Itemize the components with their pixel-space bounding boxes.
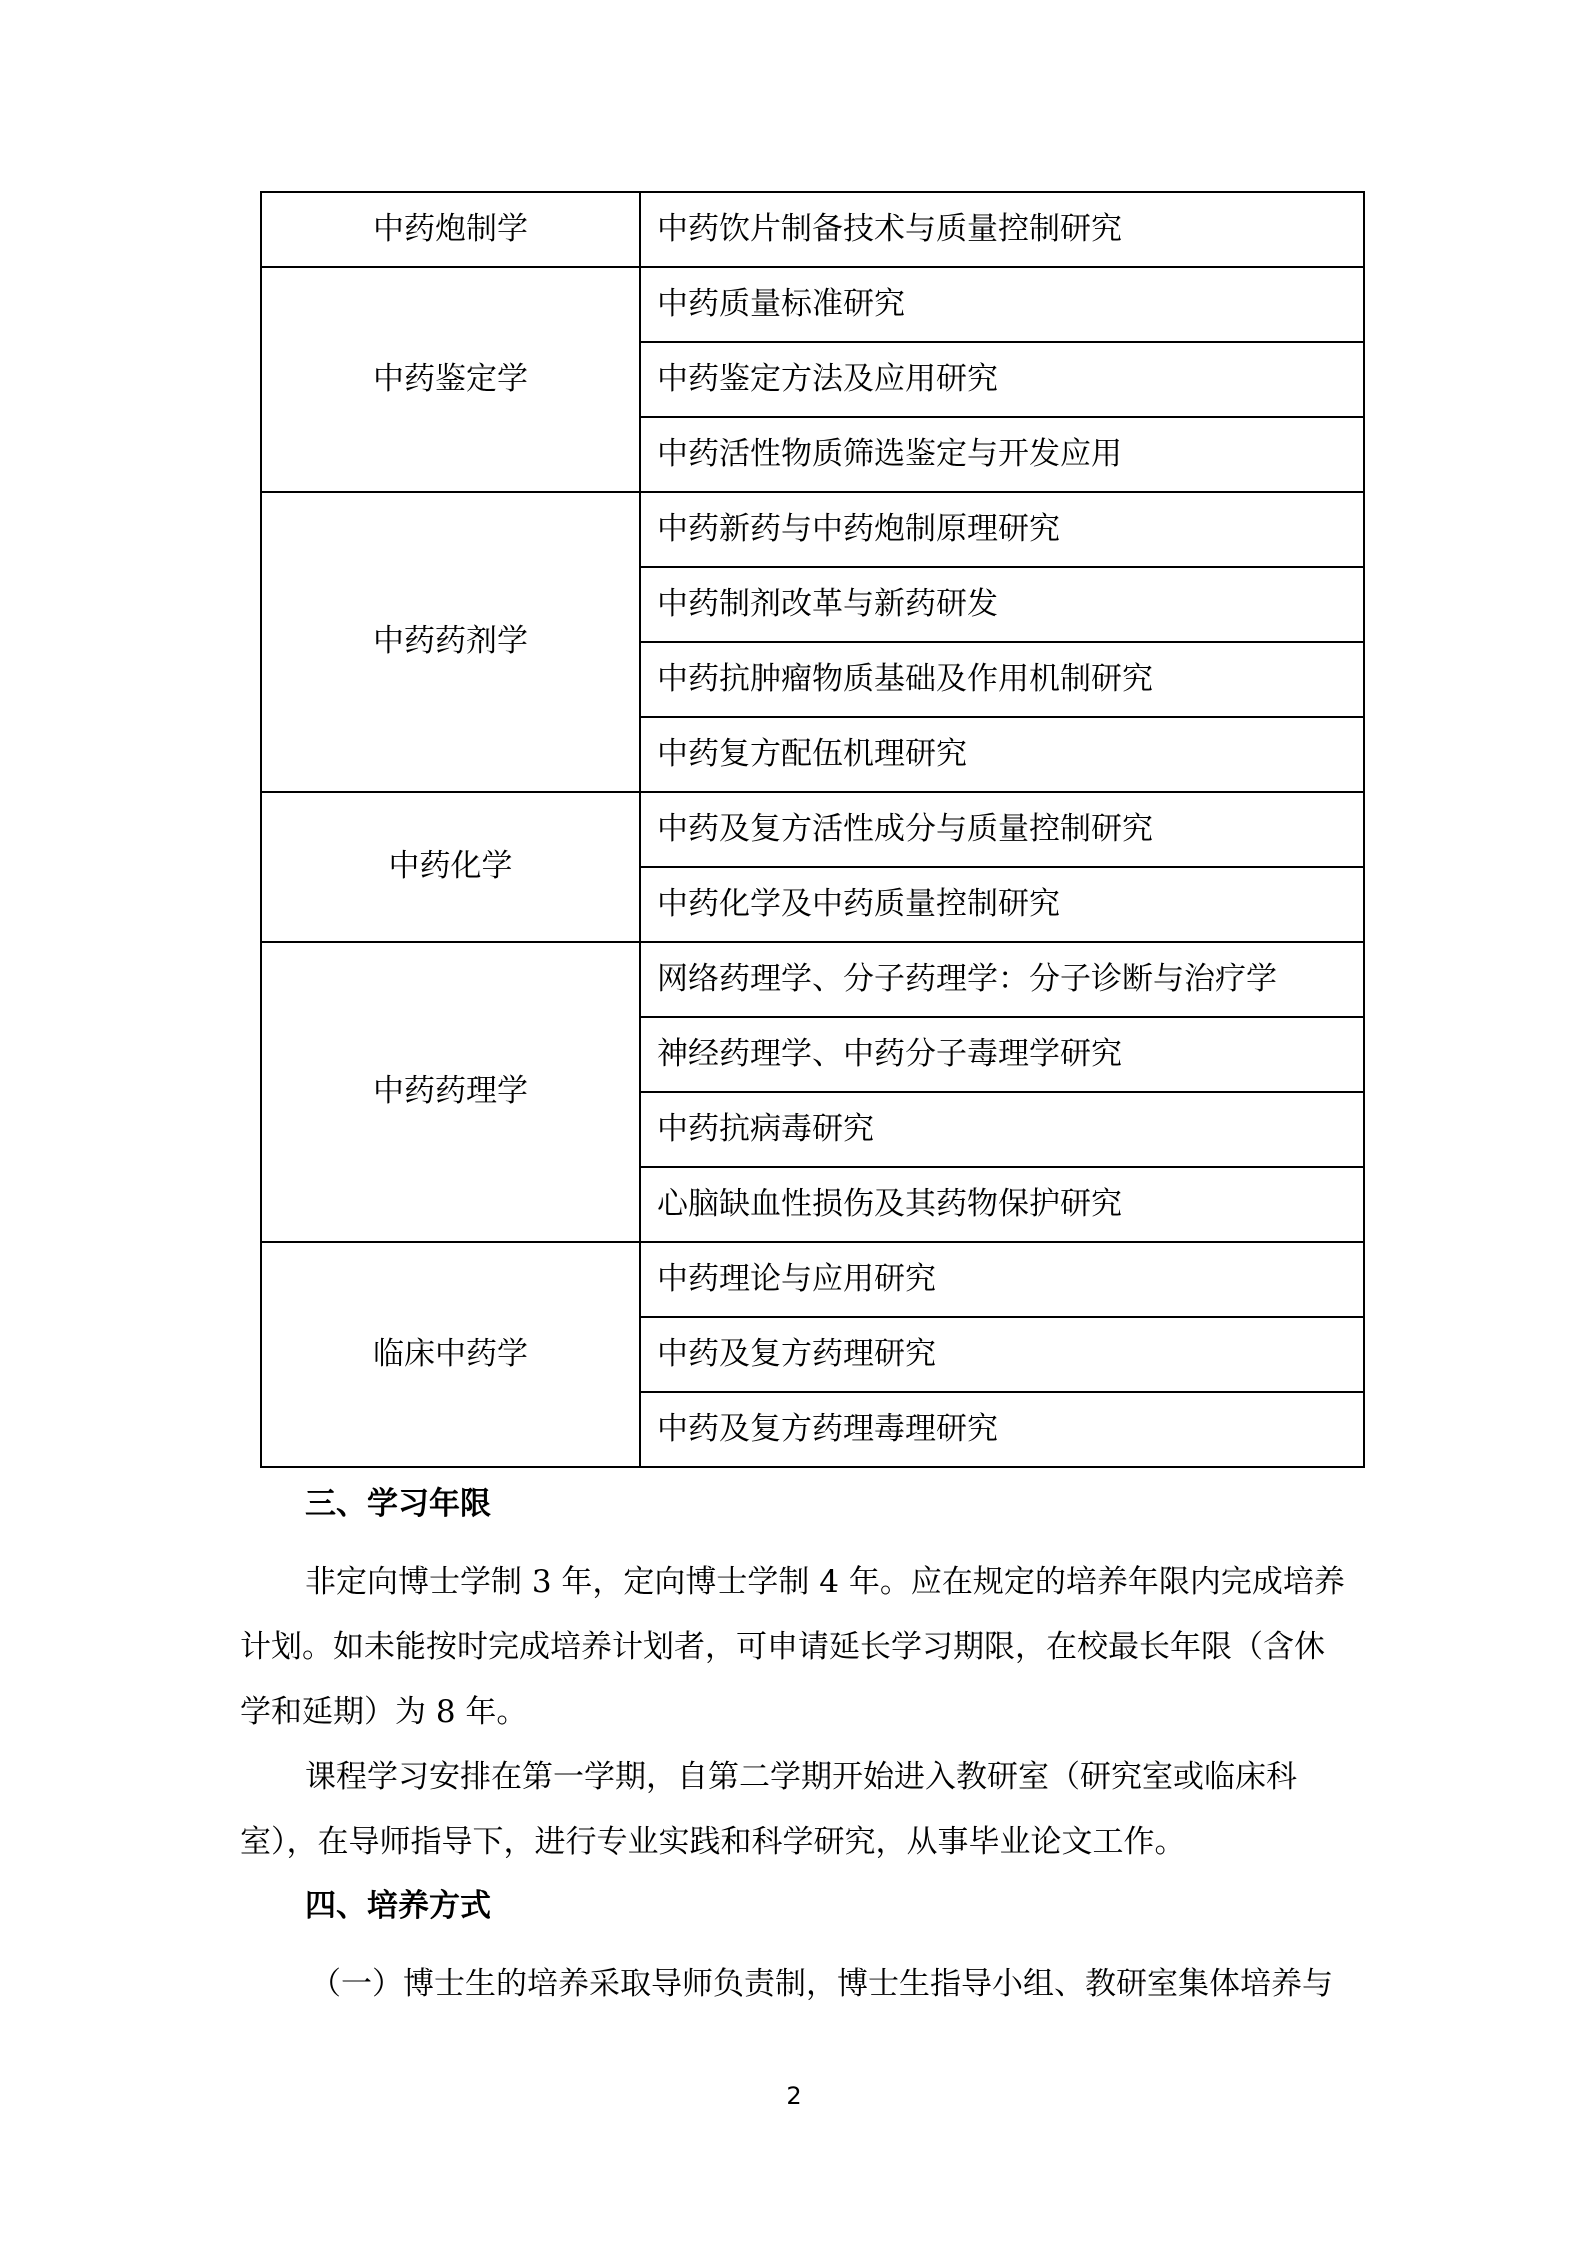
- research-directions-table: [260, 191, 1365, 1468]
- direction-cell: 中药鉴定方法及应用研究: [640, 342, 1364, 417]
- direction-cell: 中药及复方活性成分与质量控制研究: [640, 792, 1364, 867]
- direction-cell: 网络药理学、分子药理学：分子诊断与治疗学: [640, 942, 1364, 1017]
- direction-cell: 中药理论与应用研究: [640, 1242, 1364, 1317]
- table-row: [261, 942, 1364, 1017]
- direction-cell: 中药及复方药理研究: [640, 1317, 1364, 1392]
- table-row: [261, 267, 1364, 342]
- section-3-heading: 三、学习年限: [305, 1486, 491, 1522]
- direction-cell: 中药抗病毒研究: [640, 1092, 1364, 1167]
- major-cell: 中药化学: [261, 792, 640, 942]
- section-3-paragraph-1: 非定向博士学制 3 年，定向博士学制 4 年。应在规定的培养年限内完成培养计划。如未能按时完成培养计划者，可申请延长学习期限，在校最长年限（含休学和延期）为 8 年。: [240, 1564, 1345, 1730]
- table-row: [261, 792, 1364, 867]
- major-cell: 中药药剂学: [261, 492, 640, 792]
- table-row: [261, 492, 1364, 567]
- direction-cell: 中药抗肿瘤物质基础及作用机制研究: [640, 642, 1364, 717]
- section-4-item-1: （一）博士生的培养采取导师负责制，博士生指导小组、教研室集体培养与: [310, 1966, 1333, 2002]
- table-row: [261, 1242, 1364, 1317]
- section-3-paragraph-2: 课程学习安排在第一学期，自第二学期开始进入教研室（研究室或临床科室），在导师指导下，进行专业实践和科学研究，从事毕业论文工作。: [240, 1759, 1297, 1860]
- direction-cell: 中药饮片制备技术与质量控制研究: [640, 192, 1364, 267]
- direction-cell: 神经药理学、中药分子毒理学研究: [640, 1017, 1364, 1092]
- major-cell: 中药药理学: [261, 942, 640, 1242]
- section-4-heading: 四、培养方式: [305, 1888, 491, 1924]
- direction-cell: 中药活性物质筛选鉴定与开发应用: [640, 417, 1364, 492]
- direction-cell: 中药新药与中药炮制原理研究: [640, 492, 1364, 567]
- direction-cell: 中药复方配伍机理研究: [640, 717, 1364, 792]
- direction-cell: 中药化学及中药质量控制研究: [640, 867, 1364, 942]
- direction-cell: 中药及复方药理毒理研究: [640, 1392, 1364, 1467]
- major-cell: 中药鉴定学: [261, 267, 640, 492]
- page-number: 2: [786, 2082, 802, 2110]
- direction-cell: 中药质量标准研究: [640, 267, 1364, 342]
- direction-cell: 心脑缺血性损伤及其药物保护研究: [640, 1167, 1364, 1242]
- direction-cell: 中药制剂改革与新药研发: [640, 567, 1364, 642]
- major-cell: 中药炮制学: [261, 192, 640, 267]
- table-row: [261, 192, 1364, 267]
- major-cell: 临床中药学: [261, 1242, 640, 1467]
